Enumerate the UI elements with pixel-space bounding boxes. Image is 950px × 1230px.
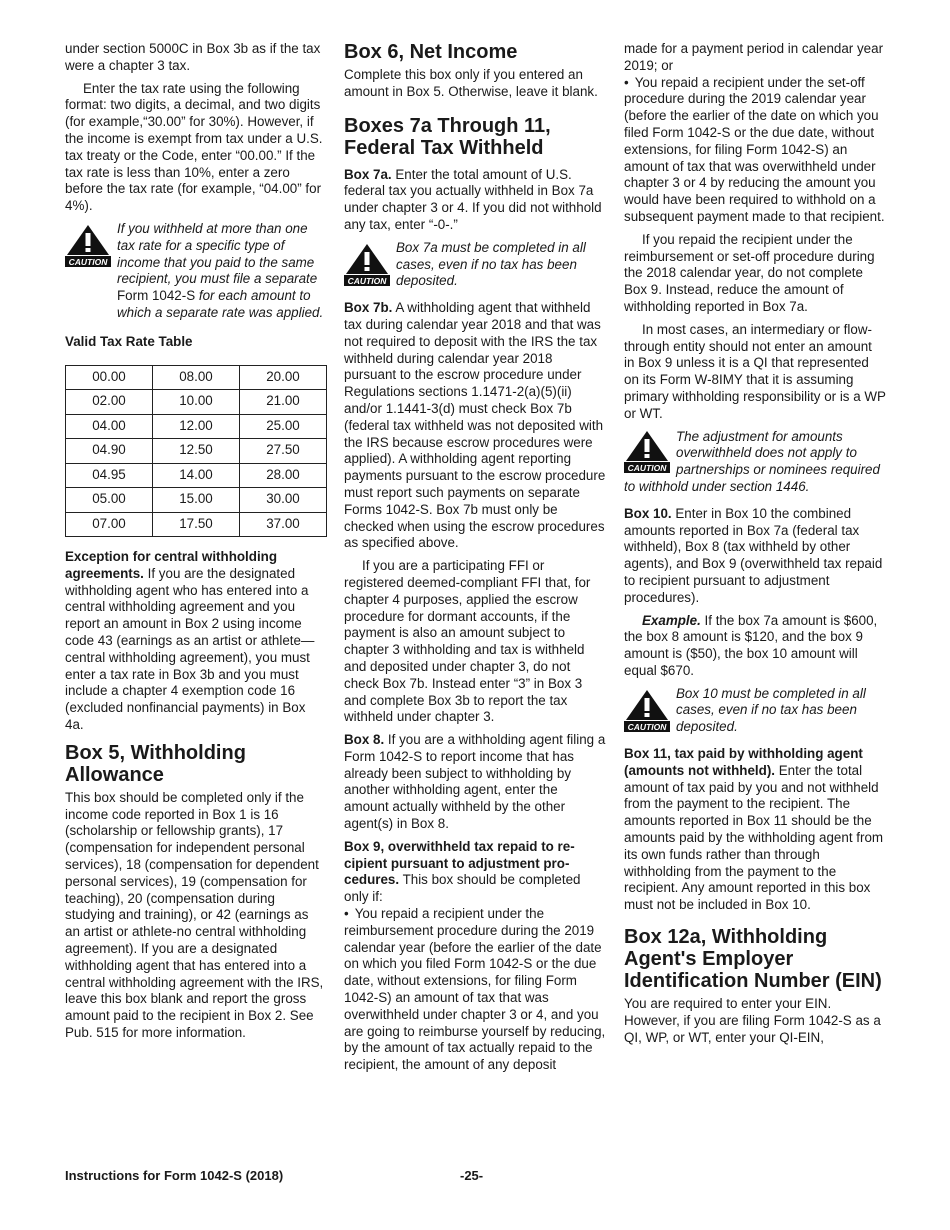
tax-rate-table bbox=[65, 365, 327, 538]
caution-text: The adjustment for amounts overwithheld does not apply to partnerships or nominees required to withhold under section 1446. bbox=[624, 428, 880, 494]
caution-icon bbox=[624, 688, 670, 732]
footer-form-title: Instructions for Form 1042-S (2018) bbox=[65, 1168, 284, 1183]
box7a-body: Enter the total amount of U.S. federal tax you actually withheld in Box 7a under chapter 3 or 4. If you did not withhold any tax, enter “-0-.” bbox=[344, 166, 602, 232]
page-number: -25- bbox=[460, 1168, 484, 1183]
example-body: If the box 7a amount is $600, the box 8 amount is $120, and the box 9 amount is ($50), the box 10 amount will equal $670. bbox=[624, 612, 878, 678]
table-row bbox=[66, 512, 327, 537]
table-cell: 14.00 bbox=[153, 463, 240, 488]
paragraph: made for a payment period in calendar year 2019; or bbox=[624, 41, 884, 73]
caution-label: CAUTION bbox=[347, 275, 387, 286]
table-cell: 07.00 bbox=[66, 512, 153, 537]
table-cell: 10.00 bbox=[153, 390, 240, 415]
table-row bbox=[66, 390, 327, 415]
paragraph: If you repaid the recipient under the reimbursement or set-off procedure during the 2018 calendar year, do not complete Box 9. Instead, reduce the amount of withholding reported in Box 7a. bbox=[624, 231, 875, 314]
paragraph bbox=[624, 613, 886, 680]
table-cell: 04.90 bbox=[66, 439, 153, 464]
table-cell: 28.00 bbox=[240, 463, 327, 488]
caution-text: Box 10 must be completed in all cases, even if no tax has been deposited. bbox=[676, 685, 866, 735]
box5-heading: Box 5, Withholding Allowance bbox=[65, 741, 246, 786]
box10-body: Enter in Box 10 the combined amounts reported in Box 7a (federal tax withheld), Box 8 (tax withheld by other agents), and Box 9 (overwithheld tax repaid to recipient pursuant to adjustment procedures). bbox=[624, 505, 883, 605]
box10-label: Box 10. bbox=[624, 505, 672, 521]
paragraph bbox=[344, 167, 606, 234]
paragraph: In most cases, an intermediary or flow-through entity should not enter an amount in Box 9 unless it is a QI that represented on its Form W-8IMY that it is assuming primary withholding responsibility or is a WP or WT. bbox=[624, 321, 886, 421]
table-cell: 12.00 bbox=[153, 414, 240, 439]
caution-label: CAUTION bbox=[68, 256, 108, 267]
paragraph bbox=[65, 549, 327, 734]
table-cell: 37.00 bbox=[240, 512, 327, 537]
paragraph: Complete this box only if you entered an amount in Box 5. Otherwise, leave it blank. bbox=[344, 67, 598, 99]
table-row bbox=[66, 463, 327, 488]
caution-icon bbox=[65, 223, 111, 267]
box8-body: If you are a withholding agent filing a Form 1042-S to report income that has already been subject to withholding by another withholding agent, enter the amount actually withheld by the other agent(s) in Box 8. bbox=[344, 732, 606, 832]
table-cell: 02.00 bbox=[66, 390, 153, 415]
table-row bbox=[66, 488, 327, 513]
example-label: Example. bbox=[642, 612, 701, 628]
table-cell: 30.00 bbox=[240, 488, 327, 513]
paragraph bbox=[624, 506, 886, 607]
caution-text: Box 7a must be completed in all cases, even if no tax has been deposited. bbox=[396, 239, 586, 289]
box6-heading: Box 6, Net Income bbox=[344, 41, 518, 63]
paragraph: Enter the tax rate using the following format: two digits, a decimal, and two digits (for example,“30.00” for 30%). However, if the income is exempt from tax under a U.S. tax treaty or the Code, enter “00.00.” If the tax rate is less than 10%, enter a zero before the tax rate (for example, “04.00” for 4%). bbox=[65, 80, 323, 214]
box7b-label: Box 7b. bbox=[344, 300, 393, 316]
caution-label: CAUTION bbox=[627, 462, 667, 473]
paragraph: You are required to enter your EIN. However, if you are filing Form 1042-S as a QI, WP, or WT, enter your QI-EIN, bbox=[624, 996, 881, 1045]
paragraph bbox=[344, 732, 606, 833]
table-cell: 15.00 bbox=[153, 488, 240, 513]
table-row bbox=[66, 439, 327, 464]
table-cell: 20.00 bbox=[240, 365, 327, 390]
table-cell: 17.50 bbox=[153, 512, 240, 537]
paragraph bbox=[624, 746, 886, 914]
caution-note bbox=[344, 240, 606, 290]
caution-text: for each amount to which a separate rate was applied. bbox=[117, 288, 324, 320]
box7a-label: Box 7a. bbox=[344, 166, 392, 182]
table-cell: 21.00 bbox=[240, 390, 327, 415]
column-1 bbox=[65, 41, 327, 1048]
paragraph: under section 5000C in Box 3b as if the tax were a chapter 3 tax. bbox=[65, 41, 321, 73]
table-cell: 12.50 bbox=[153, 439, 240, 464]
box7-heading: Boxes 7a Through 11, Federal Tax Withheld bbox=[344, 114, 551, 159]
table-cell: 27.50 bbox=[240, 439, 327, 464]
box12a-heading: Box 12a, Withholding Agent's Employer Identification Number (EIN) bbox=[624, 926, 882, 993]
box11-label: Box 11, tax paid by withholding agent (amounts not withheld). bbox=[624, 746, 863, 778]
box9-label: Box 9, overwithheld tax repaid to re-cipient pursuant to adjustment pro-cedures. bbox=[344, 838, 575, 888]
box11-body: Enter the total amount of tax paid by you and not withheld from the payment to the recipient. The amounts reported in Box 11 should be the amounts paid by the withholding agent from its own funds rather than through withholding from the payment to the recipient. Any amount reported in this box must not be included in Box 10. bbox=[624, 762, 884, 913]
table-row bbox=[66, 365, 327, 390]
table-cell: 04.95 bbox=[66, 463, 153, 488]
table-cell: 00.00 bbox=[66, 365, 153, 390]
table-cell: 08.00 bbox=[153, 365, 240, 390]
caution-note bbox=[624, 429, 886, 496]
caution-icon bbox=[624, 429, 670, 473]
table-row bbox=[66, 414, 327, 439]
paragraph: If you are a participating FFI or registered deemed-compliant FFI that, for chapter 4 purposes, applied the escrow procedure for dormant accounts, if the payment is also an amount subject to chapter 3 withholding and tax is withheld and deposited under chapter 3, do not check Box 7b. Instead enter “3” in Box 3 and complete Box 3b to report the tax withheld under chapter 3. bbox=[344, 558, 591, 725]
table-cell: 05.00 bbox=[66, 488, 153, 513]
caution-note bbox=[65, 221, 327, 322]
table-cell: 25.00 bbox=[240, 414, 327, 439]
caution-text: If you withheld at more than one tax rate for a specific type of income that you paid to the same recipient, you must file a separate bbox=[117, 220, 318, 287]
paragraph: This box should be completed only if the income code reported in Box 1 is 16 (scholarship or fellowship grants), 17 (compensation for independent personal services), 18 (compensation for dependent personal services), 19 (compensation for teaching), 20 (compensation during studying and training), or 42 (earnings as an artist or athlete-no central withholding agreement). If you are a designated withholding agent that has entered into a central withholding agreement with the IRS, leave this box blank and report the gross amount paid to the recipient in Box 2. See Pub. 515 for more information. bbox=[65, 789, 324, 1040]
bullet-item: • You repaid a recipient under the set-off procedure during the 2019 calendar year (before the earlier of the date on which you filed Form 1042-S or the due date, without extensions, for filing Form 1042-S) an amount of tax that was overwithheld under chapter 3 or 4 by reducing the amount you would have been required to withhold on a subsequent payment made to that recipient. bbox=[624, 75, 886, 226]
bullet-item: • You repaid a recipient under the reimbursement procedure during the 2019 calendar year (before the earlier of the date on which you filed Form 1042-S or the due date, without extensions, for filing Form 1042-S) an amount of tax that was overwithheld under chapter 3 or 4, and you are going to reimburse yourself by reducing, by the amount of tax actually repaid to the recipient, the amount of any deposit bbox=[344, 906, 606, 1074]
caution-note bbox=[624, 686, 886, 736]
caution-icon bbox=[344, 242, 390, 286]
caution-text-form: Form 1042-S bbox=[117, 288, 196, 304]
box8-label: Box 8. bbox=[344, 732, 385, 748]
exception-body: If you are the designated withholding agent who has entered into a central withholding agreement and you report an amount in Box 2 using income code 43 (earnings as an artist or athlete—central withholding agreement), you must enter a tax rate in Box 3b and you must include a chapter 4 exemption code 16 (excluded nonfinancial payments) in Box 4a. bbox=[65, 565, 315, 733]
column-2 bbox=[344, 41, 606, 1080]
exception-heading: Exception for central withholding agreements. bbox=[65, 549, 278, 581]
table-cell: 04.00 bbox=[66, 414, 153, 439]
column-3 bbox=[624, 41, 886, 1052]
paragraph bbox=[344, 300, 606, 552]
box7b-body: A withholding agent that withheld tax during calendar year 2018 and that was not required to deposit with the IRS the tax withheld during calendar year 2018 pursuant to the escrow procedure under Regulations sections 1.1471-2(a)(5)(ii) and/or 1.1441-3(d) must check Box 7b (federal tax withheld was not deposited with the IRS because escrow procedures were applied). A withholding agent reporting payments pursuant to the escrow procedure must report such payments on separate Forms 1042-S. Box 7b must only be checked when using the escrow procedures as specified above. bbox=[344, 300, 606, 551]
table-title: Valid Tax Rate Table bbox=[65, 333, 193, 349]
paragraph bbox=[344, 839, 606, 906]
caution-label: CAUTION bbox=[627, 721, 667, 732]
box9-body: This box should be completed only if: bbox=[344, 872, 581, 905]
